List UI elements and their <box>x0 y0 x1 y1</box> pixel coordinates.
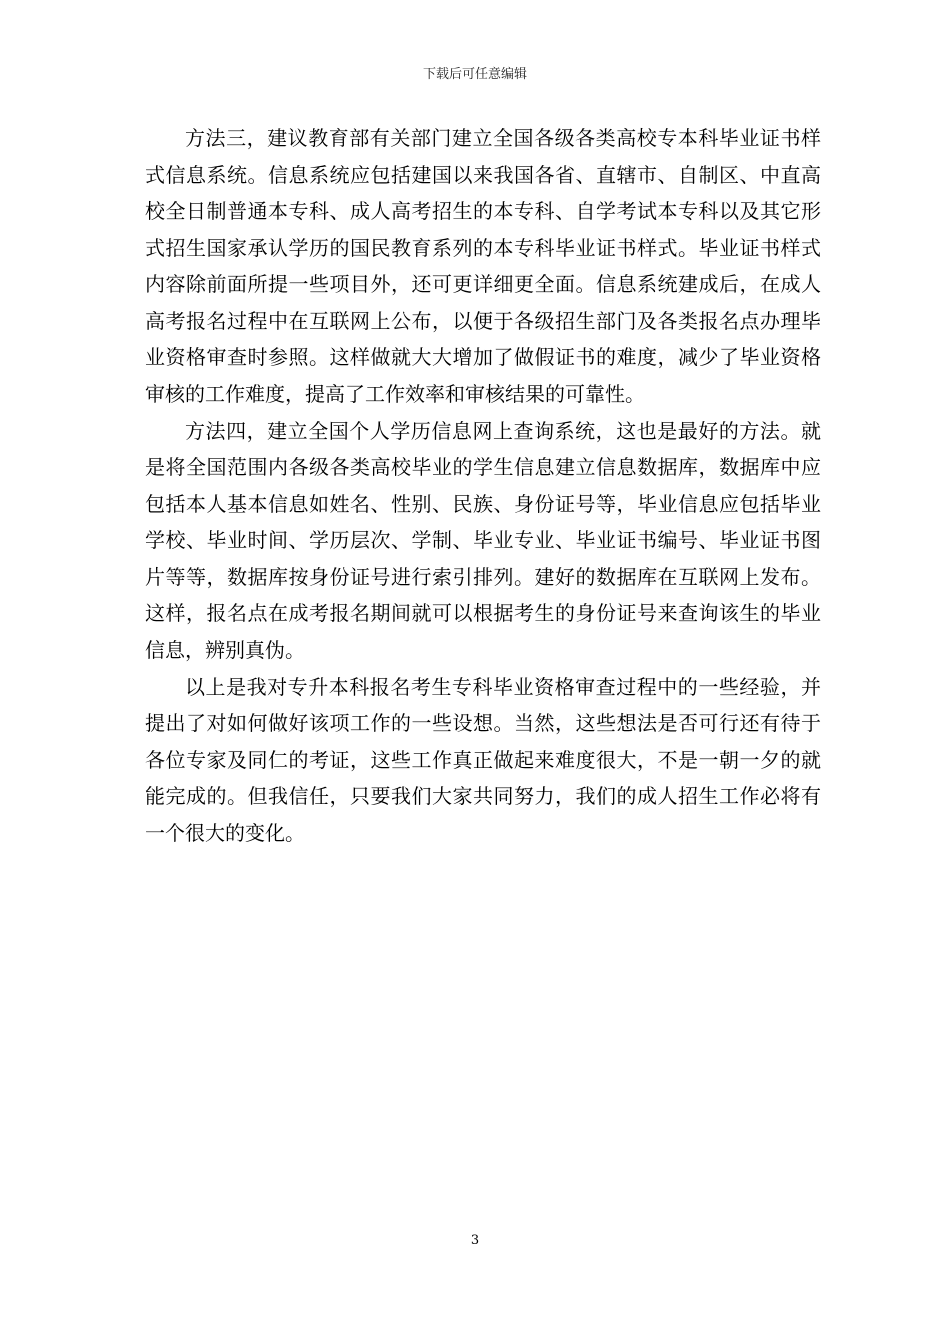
paragraph-conclusion: 以上是我对专升本科报名考生专科毕业资格审查过程中的一些经验，并提出了对如何做好该项工作的一些设想。当然，这些想法是否可行还有待于各位专家及同仁的考证，这些工作真正做起来难度很大，不是一朝一夕的就能完成的。但我信任，只要我们大家共同努力，我们的成人招生工作必将有一个很大的变化。 <box>145 674 821 845</box>
document-body <box>145 120 821 851</box>
page-number: 3 <box>470 1233 480 1248</box>
paragraph-method-three: 方法三，建议教育部有关部门建立全国各级各类高校专本科毕业证书样式信息系统。信息系统应包括建国以来我国各省、直辖市、自制区、中直高校全日制普通本专科、成人高考招生的本专科、自学考试本专科以及其它形式招生国家承认学历的国民教育系列的本专科毕业证书样式。毕业证书样式内容除前面所提一些项目外，还可更详细更全面。信息系统建成后，在成人高考报名过程中在互联网上公布，以便于各级招生部门及各类报名点办理毕业资格审查时参照。这样做就大大增加了做假证书的难度，减少了毕业资格审核的工作难度，提高了工作效率和审核结果的可靠性。 <box>145 126 821 406</box>
page-header <box>0 66 950 84</box>
header-text: 下载后可任意编辑 <box>422 67 527 82</box>
paragraph-method-four: 方法四，建立全国个人学历信息网上查询系统，这也是最好的方法。就是将全国范围内各级各类高校毕业的学生信息建立信息数据库，数据库中应包括本人基本信息如姓名、性别、民族、身份证号等，毕业信息应包括毕业学校、毕业时间、学历层次、学制、毕业专业、毕业证书编号、毕业证书图片等等，数据库按身份证号进行索引排列。建好的数据库在互联网上发布。这样，报名点在成考报名期间就可以根据考生的身份证号来查询该生的毕业信息，辨别真伪。 <box>145 418 821 662</box>
page-footer <box>0 1232 950 1250</box>
